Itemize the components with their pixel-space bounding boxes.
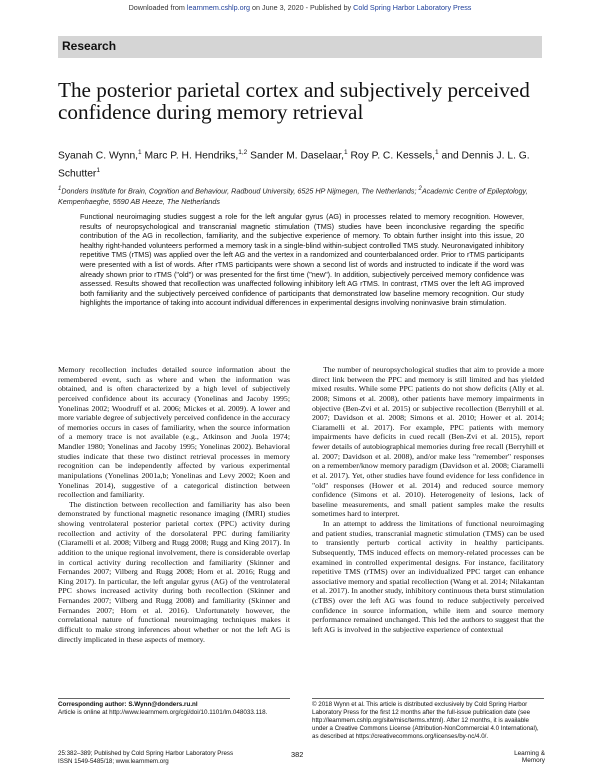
correspondence-label: Corresponding author: bbox=[58, 701, 127, 708]
site-link[interactable]: learnmem.cshlp.org bbox=[186, 3, 251, 12]
download-middle: on June 3, 2020 - Published by bbox=[252, 3, 352, 12]
author-name: Syanah C. Wynn, bbox=[58, 150, 139, 162]
citation-line: 25:382–389; Published by Cold Spring Harbor Laboratory Press bbox=[58, 750, 234, 757]
author-name: Roy P. C. Kessels, bbox=[350, 150, 436, 162]
author-affiliation-marker: 1 bbox=[138, 149, 142, 156]
license-note: © 2018 Wynn et al. This article is distributed exclusively by Cold Spring Harbor Laboratory Press for the first 12 months after the full-issue publication date (see http://learnmem.cshlp.org/site/misc/terms.xhtml). After 12 months, it is available under a Creative Commons License (Attribution-NonCommercial 4.0 International), as described at https://creativecommons.org/licenses/by-nc/4.0/. bbox=[312, 701, 539, 740]
footnote-rule bbox=[312, 698, 544, 699]
footer-citation bbox=[58, 750, 233, 766]
affil-marker-1: 1 bbox=[58, 186, 62, 192]
footnote-rule bbox=[58, 698, 290, 699]
affiliations bbox=[58, 184, 548, 207]
affil-2: Academic Centre of Epileptology, Kempenhaeghe, 5590 AB Heeze, The Netherlands bbox=[58, 186, 528, 206]
author-list bbox=[58, 146, 548, 182]
correspondence-email[interactable]: S.Wynn@donders.ru.nl bbox=[128, 701, 198, 708]
author-affiliation-marker: 1,2 bbox=[238, 149, 248, 156]
correspondence-line bbox=[58, 701, 298, 709]
paragraph: Memory recollection includes detailed source information about the remembered event, such as where and when the information was obtained, and is often characterized by a high level of subjectively perceived confidence about its accuracy (Yonelinas and Jacoby 1995; Yonelinas 2002; Woodruff et al. 2006; Mickes et al. 2009). A lower and more variable degree of subjectively perceived confidence in the accuracy of memories occurs in cases of familiarity, when the source information of a memory trace is not available (e.g., Atkinson and Juola 1974; Mandler 1980; Yonelinas and Jacoby 1995; Yonelinas 2002). Behavioral studies indicate that these two distinct retrieval processes in memory recognition can be independently affected by various experimental manipulations (Yonelinas 2001a,b; Yonelinas and Levy 2002; Koen and Yonelinas 2014), suggestive of a categorical distinction between recollection and familiarity. bbox=[58, 365, 290, 500]
affil-1: Donders Institute for Brain, Cognition and Behaviour, Radboud University, 6525 HP Nijmegen, The Netherlands; bbox=[61, 186, 417, 196]
author-name: Marc P. H. Hendriks, bbox=[144, 150, 239, 162]
author-affiliation-marker: 1 bbox=[344, 149, 348, 156]
issn-line: ISSN 1549-5485/18; www.learnmem.org bbox=[58, 758, 169, 765]
journal-name: Learning & Memory bbox=[514, 750, 545, 764]
article-doi-line: Article is online at http://www.learnmem.org/cgi/doi/10.1101/lm.048033.118. bbox=[58, 709, 268, 716]
affil-marker-2: 2 bbox=[418, 186, 422, 192]
publisher-link[interactable]: Cold Spring Harbor Laboratory Press bbox=[353, 3, 472, 12]
paragraph: The distinction between recollection and familiarity has also been demonstrated by functional magnetic resonance imaging (fMRI) studies showing ventrolateral posterior parietal cortex (PPC) activity during recollection and activity of the dorsolateral PPC during familiarity (Ciaramelli et al. 2008; Vilberg and Rugg 2008; Rugg and King 2017). In addition to the unique regional involvement, there is considerable overlap in cortical activity during recollection and familiarity (Skinner and Fernandes 2007; Vilberg and Rugg 2008; Horn et al. 2016; Rugg and King 2017). In particular, the left angular gyrus (AG) of the ventrolateral PPC shows increased activity during both recollection (Skinner and Fernandes 2007; Vilberg and Rugg 2008) and familiarity (Skinner and Fernandes 2007; Horn et al. 2016). Unfortunately however, the correlational nature of functional neuroimaging techniques makes it difficult to make strong inferences about whether or not the left AG is directly implicated in these aspects of memory. bbox=[58, 499, 290, 644]
body-column-right bbox=[312, 365, 544, 635]
author-name: and Dennis J. L. G. Schutter bbox=[58, 150, 530, 180]
abstract: Functional neuroimaging studies suggest a role for the left angular gyrus (AG) in processes related to memory recognition. However, results of neuropsychological and transcranial magnetic stimulation (TMS) studies have been inconclusive regarding the specific contribution of the AG in recollection, familiarity, and the subjective experience of memory. To obtain further insight into this issue, 20 healthy right-handed volunteers performed a memory task in a single-blind within-subject controlled TMS study. Neuronavigated inhibitory repetitive TMS (rTMS) was applied over the left AG and the vertex in a randomized and counterbalanced order. Prior to rTMS participants were presented with a list of words. After rTMS participants were shown a second list of words and instructed to indicate if the word was already shown prior to rTMS ("old") or was presented for the first time ("new"). In addition, subjectively perceived memory confidence was assessed. Results showed that recollection was unaffected following inhibitory left AG rTMS. In contrast, rTMS over the left AG improved both familiarity and the subjectively perceived confidence of participants that demonstrated low baseline memory recognition. Our study highlights the importance of taking into account individual differences in experimental designs involving noninvasive brain stimulation. bbox=[80, 212, 524, 308]
article-title: The posterior parietal cortex and subjectively perceived confidence during memory retrieval bbox=[58, 78, 530, 124]
author-affiliation-marker: 1 bbox=[435, 149, 439, 156]
body-column-left bbox=[58, 365, 290, 644]
author-affiliation-marker: 1 bbox=[96, 167, 100, 175]
correspondence-note bbox=[58, 701, 298, 717]
download-banner bbox=[0, 3, 600, 12]
paragraph: In an attempt to address the limitations of functional neuroimaging and patient studies, transcranial magnetic stimulation (TMS) can be used to transiently perturb cortical activity in healthy participants. Subsequently, TMS induced effects on memory-related processes can be examined in controlled experimental designs. For instance, facilitatory repetitive TMS (rTMS) over an individualized PPC target can enhance associative memory and spatial recollection (Wang et al. 2014; Nilakantan et al. 2017). In another study, inhibitory continuous theta burst stimulation (cTBS) over the left AG was found to reduce subjectively perceived confidence in source information, while item and source memory performance remained unchanged. This led the authors to suggest that the left AG is involved in the subjective experience of contextual bbox=[312, 519, 544, 634]
author-name: Sander M. Daselaar, bbox=[250, 150, 344, 162]
page-number: 382 bbox=[291, 750, 304, 759]
section-label: Research bbox=[62, 39, 117, 53]
download-prefix: Downloaded from bbox=[128, 3, 185, 12]
section-bar bbox=[58, 36, 542, 58]
paragraph: The number of neuropsychological studies that aim to provide a more direct link between the PPC and memory is still limited and has yielded mixed results. While some PPC patients do not show deficits (Ally et al. 2008; Simons et al. 2008), other patients have memory impairments in objective (Ben-Zvi et al. 2015) or subjective recollection (Berryhill et al. 2007; Davidson et al. 2008; Simons et al. 2010; Hower et al. 2014; Ciaramelli et al. 2017). For example, PPC patients with memory impairments have deficits in cued recall (Ben-Zvi et al. 2015), report fewer details of autobiographical memories during free recall (Berryhill et al. 2007; Davidson et al. 2008), and/or make less "remember" responses on a remember/know memory paradigm (Davidson et al. 2008; Ciaramelli et al. 2017). Yet, other studies have found evidence for less confidence in "old" responses (Hower et al. 2014) and reduced source memory confidence (Simons et al. 2010). Heterogeneity of lesions, lack of baseline measurements, and small patient samples make the results sometimes hard to interpret. bbox=[312, 365, 544, 519]
